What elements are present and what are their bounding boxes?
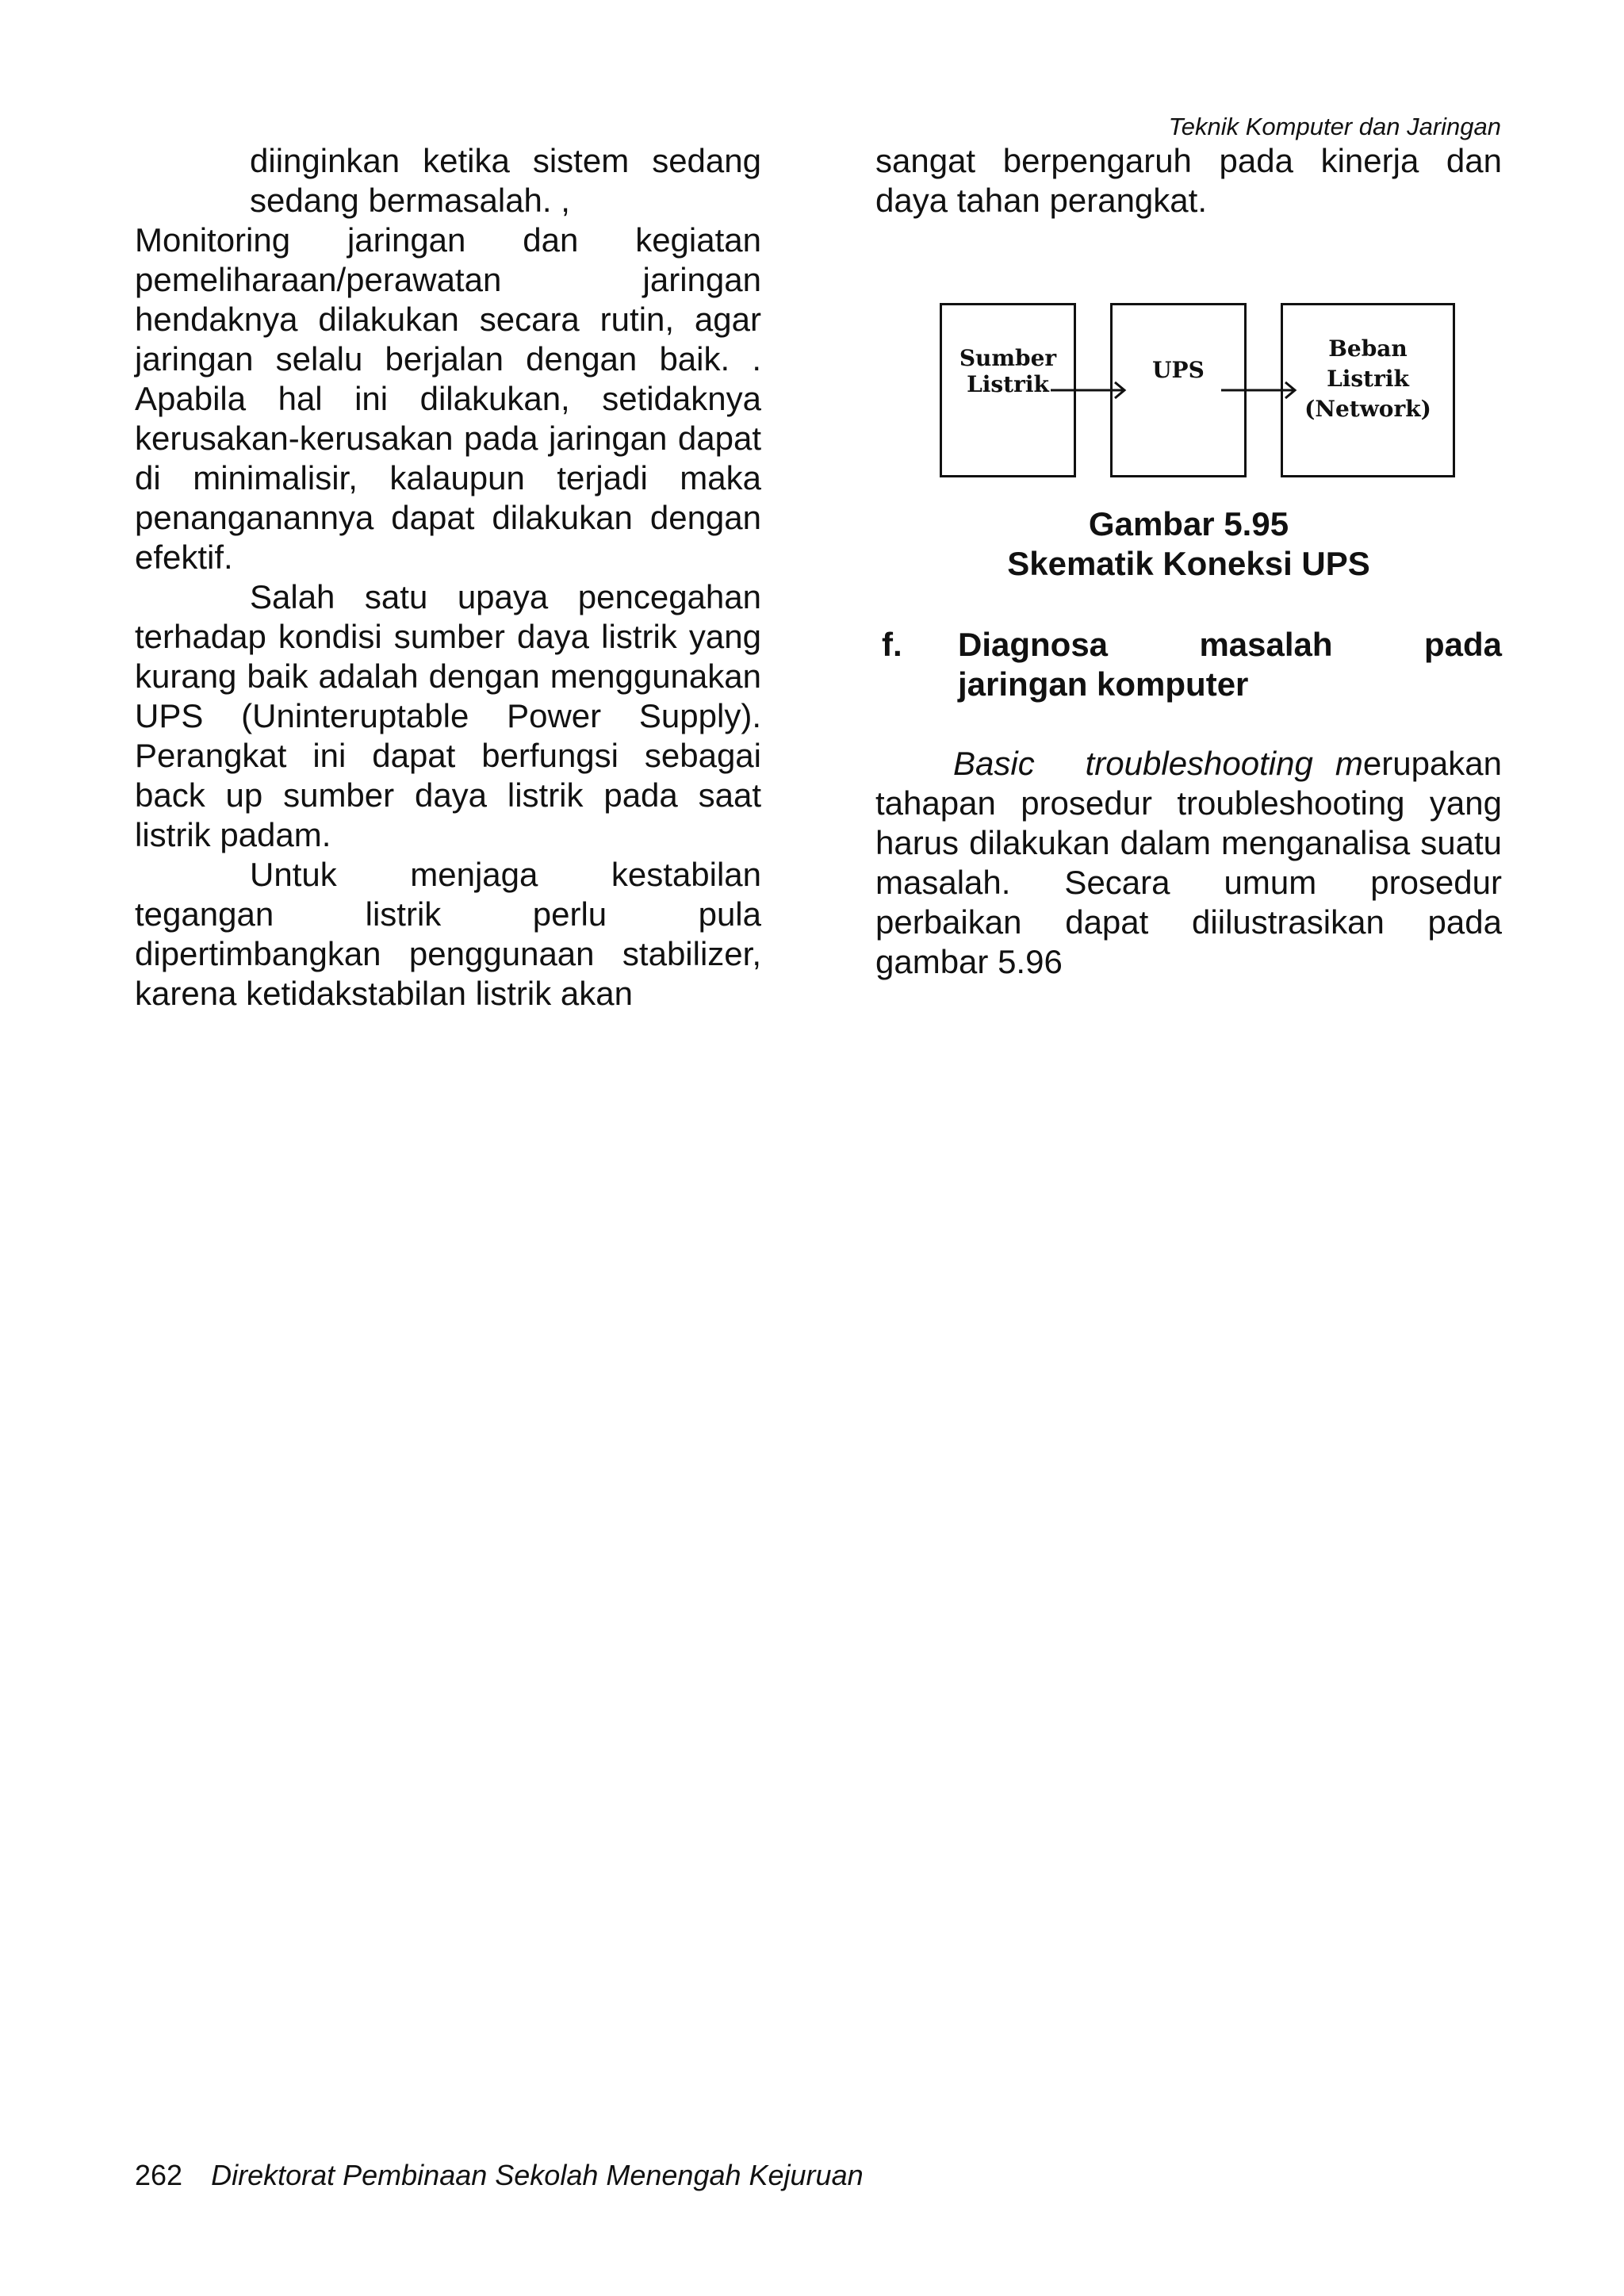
load-label-line3: (Network)	[1304, 396, 1431, 422]
section-marker: f.	[882, 626, 902, 663]
source-label-line2: Listrik	[967, 371, 1049, 397]
section-title-line2: jaringan komputer	[958, 665, 1249, 703]
section-title-word: Diagnosa	[958, 626, 1109, 663]
paragraph-monitoring: Monitoring jaringan dan kegiatan pemeliharaan/perawatan jaringan hendaknya dilakukan secara rutin, agar jaringan selalu berjalan dengan baik. . Apabila hal ini dilakukan, setidaknya kerusakan-kerusakan pada jaringan dapat di minimalisir, kalaupun terjadi maka penanganannya dapat dilakukan dengan efektif.	[135, 221, 761, 576]
paragraph-body: erupakan tahapan prosedur troubleshooting yang harus dilakukan dalam menganalisa suatu masalah. Secara umum prosedur perbaikan dapat diilustrasikan pada gambar 5.96	[875, 745, 1502, 980]
section-heading	[875, 625, 1502, 704]
source-label-line1: Sumber	[959, 345, 1057, 371]
arrow-ups-to-load	[1221, 382, 1295, 398]
section-title-line1	[958, 625, 1502, 665]
page-footer	[135, 2161, 864, 2190]
ups-label: UPS	[1152, 357, 1205, 383]
paragraph-continuation: diinginkan ketika sistem sedang sedang bermasalah. ,	[250, 142, 761, 219]
italic-term: Basic troubleshooting	[953, 745, 1313, 782]
left-column	[135, 141, 761, 1014]
right-column	[875, 141, 1502, 220]
ups-connection-diagram	[940, 303, 1463, 479]
paragraph-troubleshooting	[875, 744, 1502, 982]
load-label-line2: Listrik	[1327, 366, 1409, 392]
section-title	[958, 625, 1502, 704]
page-number: 262	[135, 2159, 183, 2191]
section-title-word: masalah	[1199, 626, 1333, 663]
paragraph-continuation-right: sangat berpengaruh pada kinerja dan daya tahan perangkat.	[875, 142, 1502, 219]
load-label-line1: Beban	[1328, 335, 1408, 362]
paragraph-stabilizer: Untuk menjaga kestabilan tegangan listrik perlu pula dipertimbangkan penggunaan stabilizer, karena ketidakstabilan listrik akan	[135, 856, 761, 1012]
paragraph-ups: Salah satu upaya pencegahan terhadap kondisi sumber daya listrik yang kurang baik adalah dengan menggunakan UPS (Uninteruptable Power Supply). Perangkat ini dapat berfungsi sebagai back up sumber daya listrik pada saat listrik padam.	[135, 578, 761, 853]
diagram-arrows	[940, 303, 1463, 479]
figure-caption-number: Gambar 5.95	[1088, 505, 1289, 542]
italic-m: m	[1335, 745, 1363, 782]
footer-publisher: Direktorat Pembinaan Sekolah Menengah Kejuruan	[211, 2159, 864, 2191]
arrow-source-to-ups	[1051, 382, 1124, 398]
figure-caption-title: Skematik Koneksi UPS	[1007, 545, 1370, 582]
running-header: Teknik Komputer dan Jaringan	[1168, 113, 1501, 140]
section-title-word: pada	[1423, 626, 1502, 663]
